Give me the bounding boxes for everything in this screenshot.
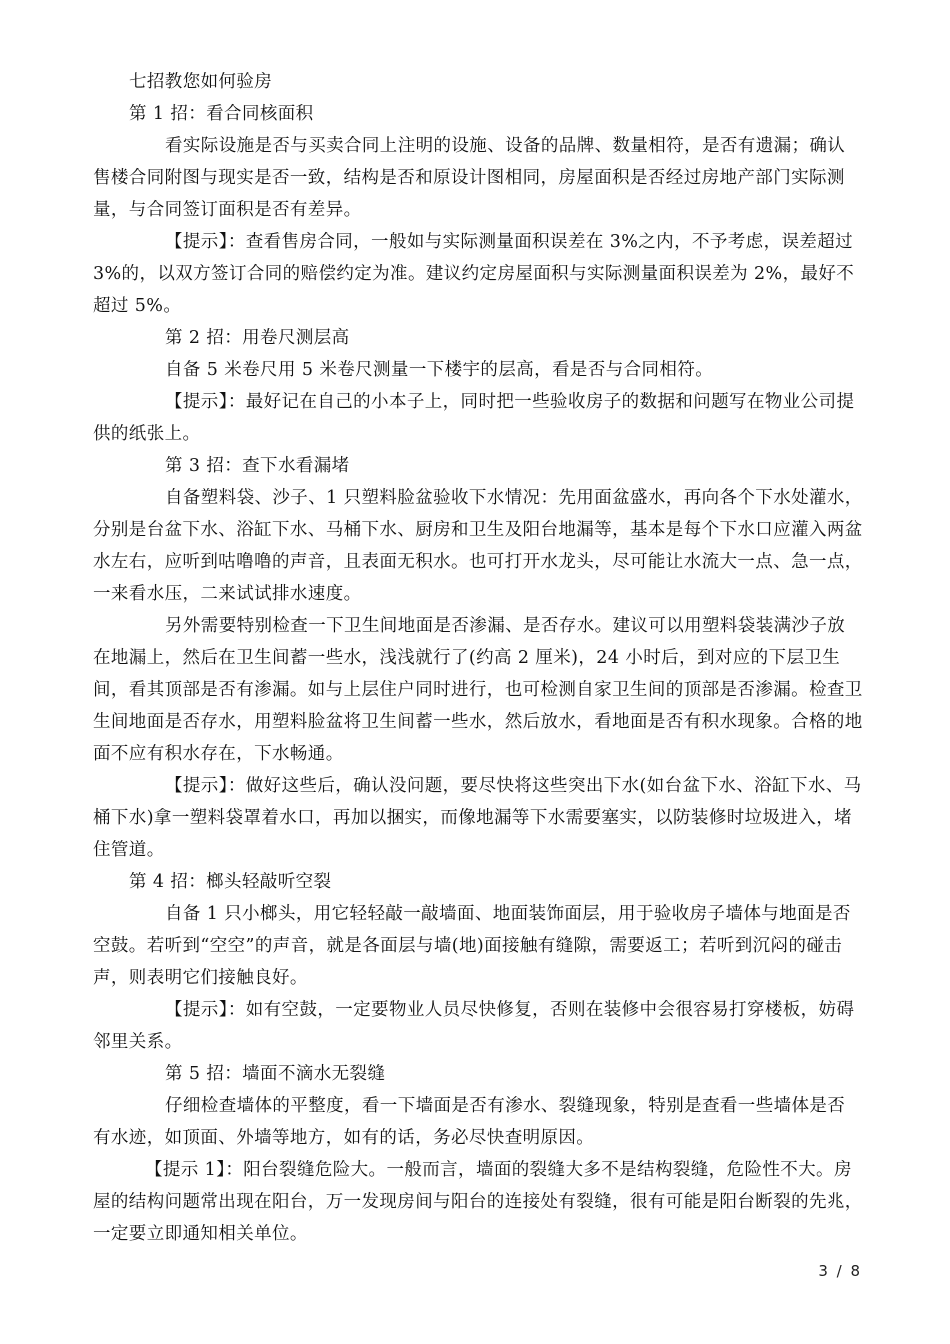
step2-body: 自备 5 米卷尺用 5 米卷尺测量一下楼宇的层高，看是否与合同相符。: [165, 360, 714, 380]
step4-heading: 第 4 招：榔头轻敲听空裂: [129, 872, 332, 892]
step2-heading: 第 2 招：用卷尺测层高: [165, 328, 350, 348]
step3-body-2: 另外需要特别检查一下卫生间地面是否渗漏、是否存水。建议可以用塑料袋装满沙子放在地漏上，然后在卫生间蓄一些水，浅浅就行了(约高 2 厘米)，24 小时后，到对应的下层卫生间，看其顶部是否有渗漏。如与上层住户同时进行，也可检测自家卫生间的顶部是否渗漏。检查卫生间地面是否存水，用塑料脸盆将卫生间蓄一些水，然后放水，看地面是否有积水现象。合格的地面不应有积水存在，下水畅通。: [93, 616, 863, 764]
step3-heading: 第 3 招：查下水看漏堵: [165, 456, 350, 476]
step3-tip: 【提示】：做好这些后，确认没问题，要尽快将这些突出下水(如台盆下水、浴缸下水、马桶下水)拿一塑料袋罩着水口，再加以捆实，而像地漏等下水需要塞实，以防装修时垃圾进入，堵住管道。: [93, 776, 862, 860]
step2-tip: 【提示】：最好记在自己的小本子上，同时把一些验收房子的数据和问题写在物业公司提供的纸张上。: [93, 392, 855, 444]
step5-heading: 第 5 招：墙面不滴水无裂缝: [165, 1064, 386, 1084]
step5-tip-1: 【提示 1】：阳台裂缝危险大。一般而言，墙面的裂缝大多不是结构裂缝，危险性不大。房屋的结构问题常出现在阳台，万一发现房间与阳台的连接处有裂缝，很有可能是阳台断裂的先兆，一定要立即通知相关单位。: [93, 1160, 863, 1244]
step5-body: 仔细检查墙体的平整度，看一下墙面是否有渗水、裂缝现象，特别是查看一些墙体是否有水迹，如顶面、外墙等地方，如有的话，务必尽快查明原因。: [93, 1096, 846, 1148]
document-page: [93, 66, 863, 1250]
step3-body-1: 自备塑料袋、沙子、1 只塑料脸盆验收下水情况：先用面盆盛水，再向各个下水处灌水，分别是台盆下水、浴缸下水、马桶下水、厨房和卫生及阳台地漏等，基本是每个下水口应灌入两盆水左右，应听到咕噜噜的声音，且表面无积水。也可打开水龙头，尽可能让水流大一点、急一点，一来看水压，二来试试排水速度。: [93, 488, 863, 604]
step4-body: 自备 1 只小榔头，用它轻轻敲一敲墙面、地面装饰面层，用于验收房子墙体与地面是否空鼓。若听到“空空”的声音，就是各面层与墙(地)面接触有缝隙，需要返工；若听到沉闷的碰击声，则表明它们接触良好。: [93, 904, 851, 988]
step1-heading: 第 1 招：看合同核面积: [129, 104, 314, 124]
step1-body: 看实际设施是否与买卖合同上注明的设施、设备的品牌、数量相符，是否有遗漏；确认售楼合同附图与现实是否一致，结构是否和原设计图相同，房屋面积是否经过房地产部门实际测量，与合同签订面积是否有差异。: [93, 136, 846, 220]
document-title: 七招教您如何验房: [129, 72, 273, 92]
page-number: 3 / 8: [818, 1262, 862, 1280]
step1-tip: 【提示】：查看售房合同，一般如与实际测量面积误差在 3%之内，不予考虑，误差超过 3%的，以双方签订合同的赔偿约定为准。建议约定房屋面积与实际测量面积误差为 2%，最好不超过 5%。: [93, 232, 855, 316]
step4-tip: 【提示】：如有空鼓，一定要物业人员尽快修复，否则在装修中会很容易打穿楼板，妨碍邻里关系。: [93, 1000, 855, 1052]
